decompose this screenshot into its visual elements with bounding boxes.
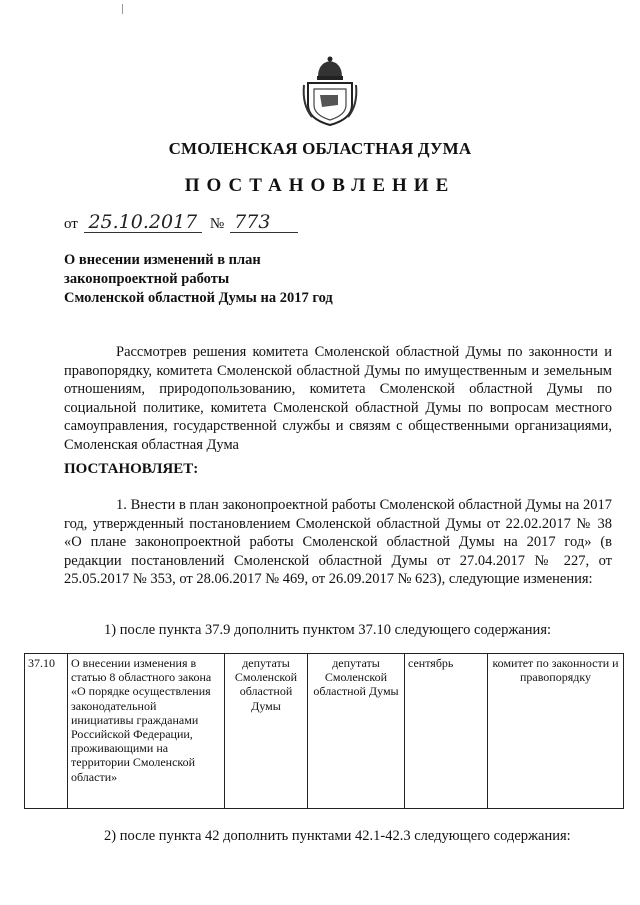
decree-subject xyxy=(64,251,333,308)
plan-table xyxy=(24,653,624,809)
dateline xyxy=(64,212,298,233)
cell-bill-title: О внесении изменения в статью 8 областного закона «О порядке осуществления законодательной инициативы гражданами Российской Федерации, проживающими на территории Смоленской области» xyxy=(68,654,225,809)
cell-committee: комитет по законности и правопорядку xyxy=(488,654,624,809)
item-1-paragraph: 1. Внести в план законопроектной работы Смоленской областной Думы на 2017 год, утвержденный постановлением Смоленской областной Думы от 22.02.2017 № 38 «О плане законопроектной работы Смоленской областной Думы на 2017 год» (в редакции постановлений Смоленской областной Думы от 27.04.2017 № 227, от 25.05.2017 № 353, от 28.06.2017 № 469, от 26.09.2017 № 623), следующие изменения: xyxy=(64,497,612,587)
decree-number: 773 xyxy=(230,212,298,233)
council-name: СМОЛЕНСКАЯ ОБЛАСТНАЯ ДУМА xyxy=(168,139,472,158)
from-label: от xyxy=(64,216,78,232)
cell-developer: депутаты Смоленской областной Думы xyxy=(225,654,308,809)
document-type-title: ПОСТАНОВЛЕНИЕ xyxy=(184,175,456,196)
change-2-paragraph: 2) после пункта 42 дополнить пунктами 42.1-42.3 следующего содержания: xyxy=(104,828,571,844)
cell-initiator: депутаты Смоленской областной Думы xyxy=(308,654,405,809)
cell-item-number: 37.10 xyxy=(25,654,68,809)
subject-line: О внесении изменений в план xyxy=(64,252,261,268)
scan-artifact xyxy=(122,4,123,14)
subject-line: законопроектной работы xyxy=(64,271,230,287)
preamble-paragraph: Рассмотрев решения комитета Смоленской областной Думы по законности и правопорядку, комитета Смоленской областной Думы по имущественным и земельным отношениям, природопользованию, комитета Смоленской областной Думы по социальной политике, комитета Смоленской областной Думы по вопросам местного самоуправления, государственной службы и связям с общественными организациями, Смоленская областная Дума xyxy=(64,344,612,453)
cell-month: сентябрь xyxy=(405,654,488,809)
decree-date: 25.10.2017 xyxy=(84,212,202,233)
coat-of-arms-emblem xyxy=(300,55,360,127)
change-1-paragraph: 1) после пункта 37.9 дополнить пунктом 37.10 следующего содержания: xyxy=(104,622,552,638)
number-label: № xyxy=(209,216,225,232)
table-row xyxy=(25,654,624,809)
subject-line: Смоленской областной Думы на 2017 год xyxy=(64,290,333,306)
resolves-heading: ПОСТАНОВЛЯЕТ: xyxy=(64,461,199,477)
